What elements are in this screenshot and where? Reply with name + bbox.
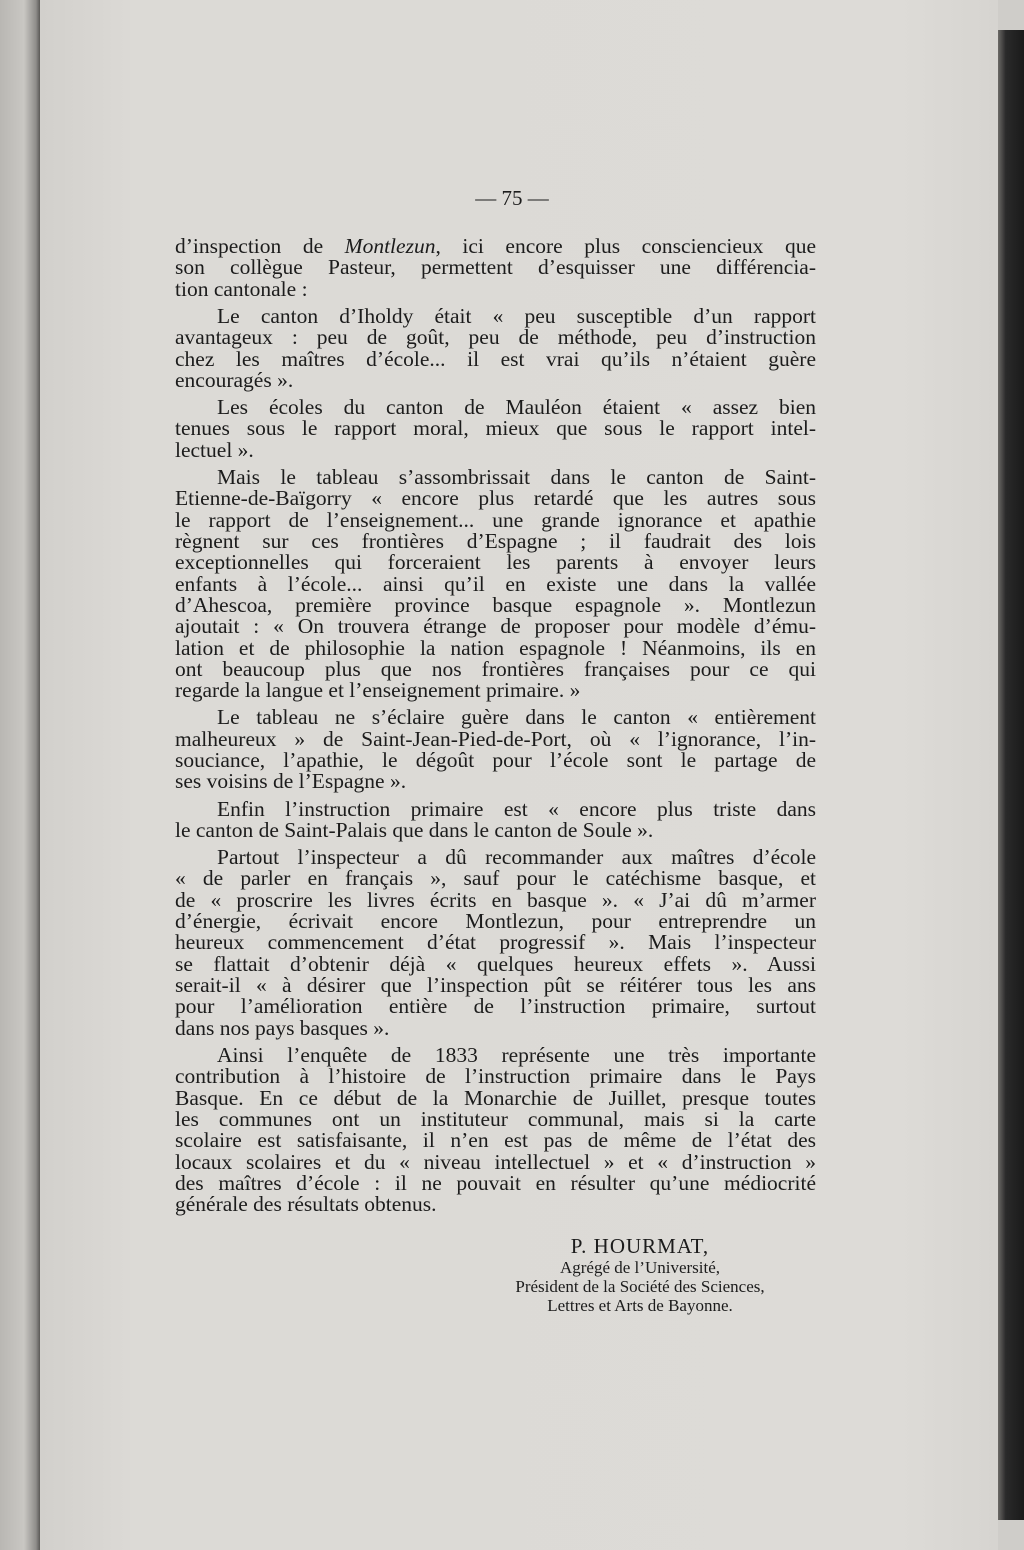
- text-line: Mais le tableau s’assombrissait dans le canton de Saint-: [217, 464, 816, 489]
- text-line: Etienne-de-Baïgorry « encore plus retardé que les autres sous: [175, 486, 816, 511]
- body-text: [175, 236, 816, 1222]
- text-line: Les écoles du canton de Mauléon étaient « assez bien: [217, 395, 816, 419]
- text-line: heureux commencement d’état progressif ». Mais l’inspecteur: [175, 930, 816, 955]
- paragraph: [175, 303, 816, 392]
- text-line: Le canton d’Iholdy était « peu susceptible d’un rapport: [217, 303, 816, 328]
- text-line: encouragés ».: [175, 367, 294, 392]
- text-line: regarde la langue et l’enseignement primaire. »: [175, 678, 581, 703]
- text-line: serait-il « à désirer que l’inspection pût se réitérer tous les ans: [175, 973, 816, 998]
- text-line: ont beaucoup plus que nos frontières françaises pour ce qui: [175, 656, 816, 681]
- text-line: chez les maîtres d’école... il est vrai qu’ils n’étaient guère: [175, 346, 816, 371]
- text-line: règnent sur ces frontières d’Espagne ; il faudrait des lois: [175, 528, 816, 553]
- author-title: Lettres et Arts de Bayonne.: [547, 1296, 733, 1315]
- text-line: générale des résultats obtenus.: [175, 1192, 437, 1217]
- paragraph: [175, 796, 816, 842]
- facing-page-edge: [0, 0, 40, 1550]
- text-line: « de parler en français », sauf pour le catéchisme basque, et: [175, 866, 816, 891]
- text-line: locaux scolaires et du « niveau intellectuel » et « d’instruction »: [175, 1149, 816, 1174]
- text-line: souciance, l’apathie, le dégoût pour l’école sont le partage de: [175, 748, 816, 773]
- page-edge-shadow: [998, 30, 1024, 1520]
- text-line: Basque. En ce début de la Monarchie de Juillet, presque toutes: [175, 1085, 816, 1110]
- paragraph: [175, 236, 816, 300]
- author-title: Agrégé de l’Université,: [559, 1258, 721, 1277]
- text-line: des maîtres d’école : il ne pouvait en résulter qu’une médiocrité: [175, 1171, 816, 1196]
- text-line: ses voisins de l’Espagne ».: [175, 769, 407, 794]
- text-line: Enfin l’instruction primaire est « encore plus triste dans: [217, 796, 816, 821]
- text-line: Partout l’inspecteur a dû recommander aux maîtres d’école: [217, 845, 816, 870]
- text-line: tenues sous le rapport moral, mieux que sous le rapport intel-: [175, 416, 816, 441]
- paragraph: [175, 707, 816, 792]
- text-line: enfants à l’école... ainsi qu’il en existe une dans la vallée: [175, 571, 816, 596]
- text-line: Le tableau ne s’éclaire guère dans le canton « entièrement: [217, 705, 816, 730]
- text-line: malheureux » de Saint-Jean-Pied-de-Port, où « l’ignorance, l’in-: [175, 726, 816, 751]
- text-line: Ainsi l’enquête de 1833 représente une très importante: [217, 1042, 816, 1067]
- text-line: dans nos pays basques ».: [175, 1015, 390, 1040]
- signature-block: [440, 1234, 840, 1315]
- text-line: d’énergie, écrivait encore Montlezun, pour entreprendre un: [175, 909, 816, 934]
- page-number: — 75 —: [475, 186, 549, 210]
- text-line: lectuel ».: [175, 437, 254, 462]
- paragraph: [175, 397, 816, 461]
- text-line: d’inspection de Montlezun, ici encore plus consciencieux que: [175, 234, 816, 258]
- text-line: le canton de Saint-Palais que dans le canton de Soule ».: [175, 817, 654, 842]
- text-line: tion cantonale :: [175, 276, 308, 301]
- text-line: pour l’amélioration entière de l’instruction primaire, surtout: [175, 994, 816, 1019]
- text-line: son collègue Pasteur, permettent d’esquisser une différencia-: [175, 255, 816, 280]
- paragraph: [175, 847, 816, 1039]
- italic-name: Montlezun: [344, 234, 436, 258]
- author-name: P. HOURMAT,: [570, 1234, 710, 1258]
- text-line: le rapport de l’enseignement... une grande ignorance et apathie: [175, 507, 816, 532]
- text-line: se flattait d’obtenir déjà « quelques heureux effets ». Aussi: [175, 951, 816, 976]
- text-line: avantageux : peu de goût, peu de méthode, peu d’instruction: [175, 325, 816, 350]
- text-line: scolaire est satisfaisante, il n’en est pas de même de l’état des: [175, 1128, 816, 1153]
- paragraph: [175, 1042, 816, 1217]
- author-title: Président de la Société des Sciences,: [515, 1277, 765, 1296]
- text-line: exceptionnelles qui forceraient les parents à envoyer leurs: [175, 550, 816, 575]
- text-line: contribution à l’histoire de l’instruction primaire dans le Pays: [175, 1064, 816, 1089]
- text-line: d’Ahescoa, première province basque espagnole ». Montlezun: [175, 592, 816, 617]
- paragraph: [175, 464, 816, 703]
- text-line: les communes ont un instituteur communal, mais si la carte: [175, 1106, 816, 1131]
- text-line: ajoutait : « On trouvera étrange de proposer pour modèle d’ému-: [175, 614, 816, 639]
- text-line: lation et de philosophie la nation espagnole ! Néanmoins, ils en: [175, 635, 816, 660]
- text-line: de « proscrire les livres écrits en basque ». « J’ai dû m’armer: [175, 887, 816, 912]
